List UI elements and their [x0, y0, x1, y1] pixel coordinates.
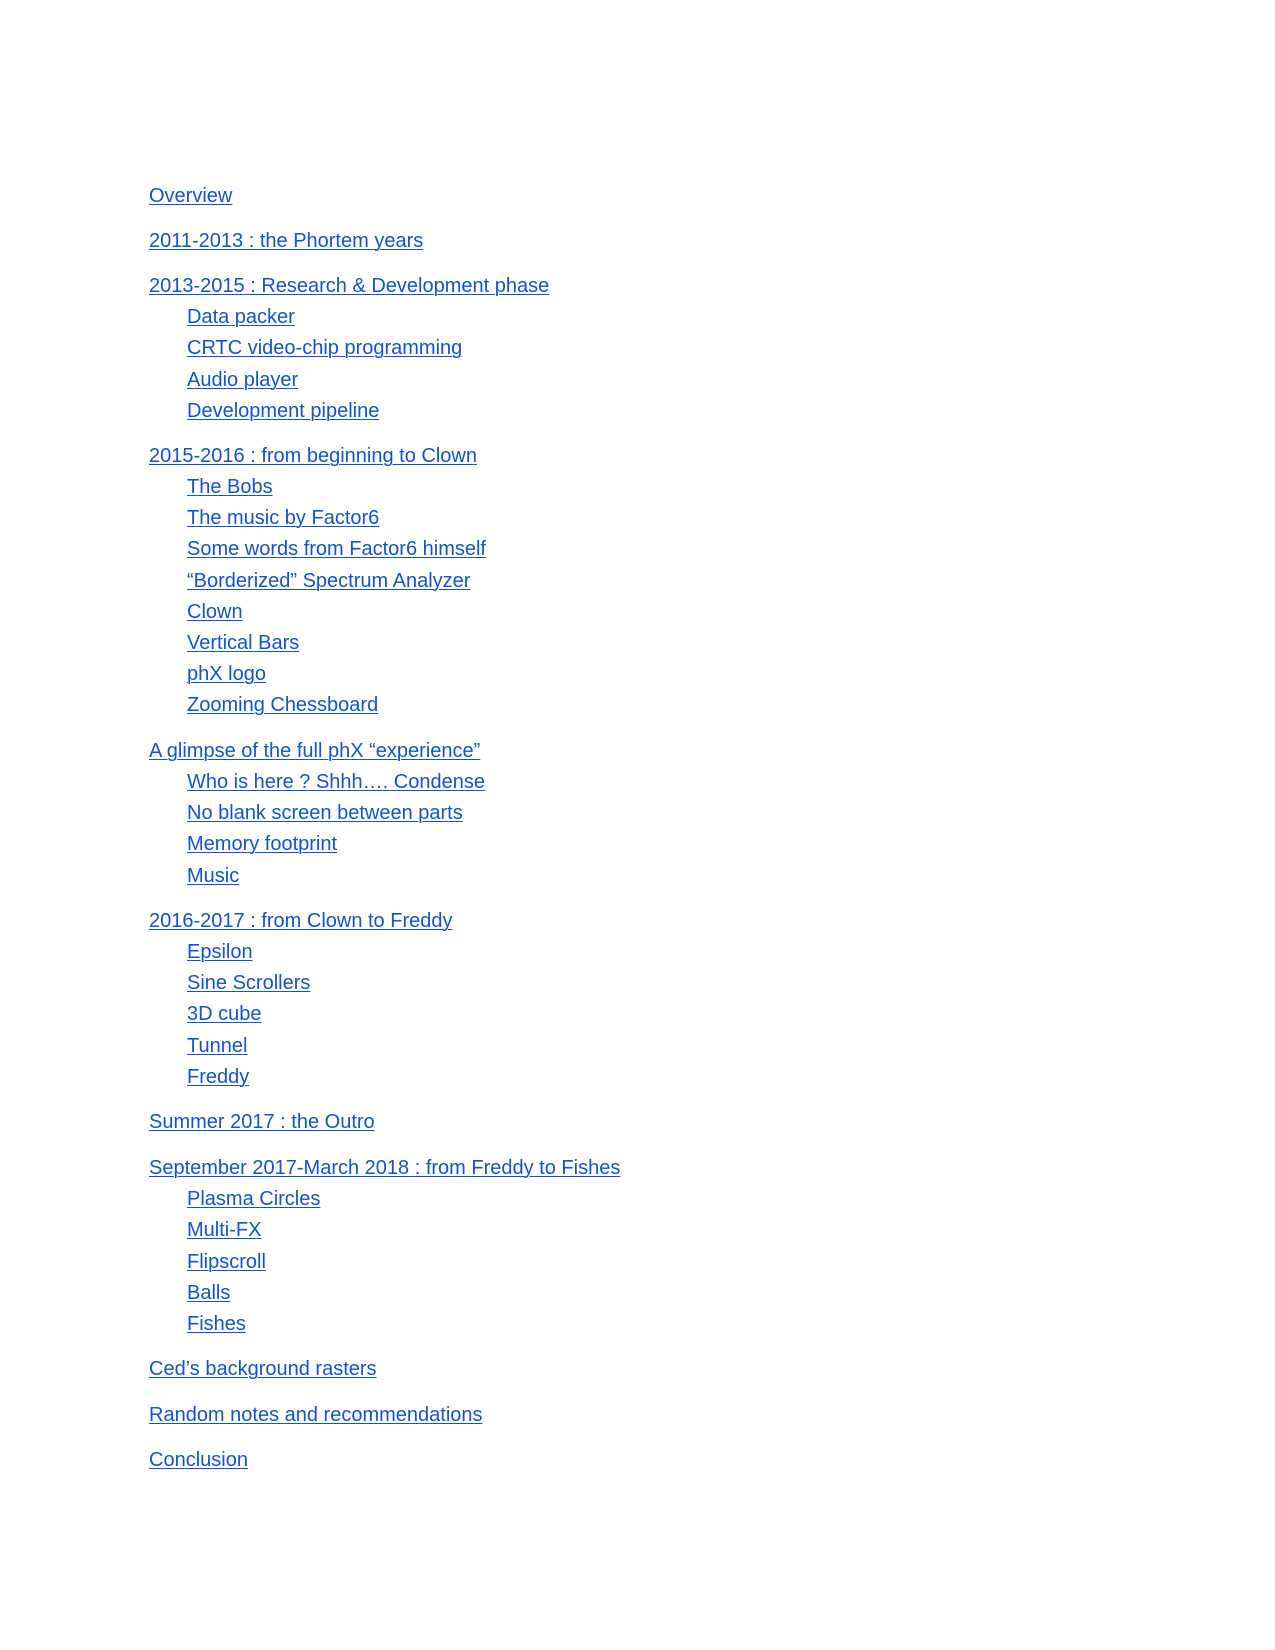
- toc-link-balls[interactable]: Balls: [187, 1282, 231, 1304]
- toc-link-crtc-programming[interactable]: CRTC video-chip programming: [187, 337, 463, 359]
- toc-link-zooming-chessboard[interactable]: Zooming Chessboard: [187, 694, 379, 716]
- toc-link-sine-scrollers[interactable]: Sine Scrollers: [187, 972, 311, 994]
- toc-link-data-packer[interactable]: Data packer: [187, 306, 295, 328]
- toc-link-tunnel[interactable]: Tunnel: [187, 1035, 248, 1057]
- toc-link-clown[interactable]: Clown: [187, 601, 243, 623]
- toc-link-clown-to-freddy[interactable]: 2016-2017 : from Clown to Freddy: [149, 910, 453, 932]
- toc-link-no-blank-screen[interactable]: No blank screen between parts: [187, 802, 463, 824]
- toc-link-phx-logo[interactable]: phX logo: [187, 663, 266, 685]
- toc-link-audio-player[interactable]: Audio player: [187, 369, 299, 391]
- toc-link-epsilon[interactable]: Epsilon: [187, 941, 253, 963]
- toc-link-development-pipeline[interactable]: Development pipeline: [187, 400, 380, 422]
- toc-link-freddy-to-fishes[interactable]: September 2017-March 2018 : from Freddy to Fishes: [149, 1157, 621, 1179]
- toc-link-phortem-years[interactable]: 2011-2013 : the Phortem years: [149, 230, 424, 252]
- toc-link-music[interactable]: Music: [187, 865, 240, 887]
- toc-link-flipscroll[interactable]: Flipscroll: [187, 1251, 266, 1273]
- toc-link-background-rasters[interactable]: Ced’s background rasters: [149, 1358, 377, 1380]
- toc-link-beginning-to-clown[interactable]: 2015-2016 : from beginning to Clown: [149, 445, 477, 467]
- toc-link-random-notes[interactable]: Random notes and recommendations: [149, 1404, 483, 1426]
- toc-link-memory-footprint[interactable]: Memory footprint: [187, 833, 338, 855]
- toc-link-vertical-bars[interactable]: Vertical Bars: [187, 632, 300, 654]
- toc-link-condense[interactable]: Who is here ? Shhh…. Condense: [187, 771, 485, 793]
- toc-link-multi-fx[interactable]: Multi-FX: [187, 1219, 262, 1241]
- toc-link-phx-experience[interactable]: A glimpse of the full phX “experience”: [149, 740, 481, 762]
- toc-link-3d-cube[interactable]: 3D cube: [187, 1003, 262, 1025]
- toc-link-music-by-factor6[interactable]: The music by Factor6: [187, 507, 380, 529]
- toc-link-research-development[interactable]: 2013-2015 : Research & Development phase: [149, 275, 550, 297]
- toc-link-spectrum-analyzer[interactable]: “Borderized” Spectrum Analyzer: [187, 570, 471, 592]
- toc-link-words-from-factor6[interactable]: Some words from Factor6 himself: [187, 538, 486, 560]
- toc-link-conclusion[interactable]: Conclusion: [149, 1449, 248, 1471]
- toc-link-freddy[interactable]: Freddy: [187, 1066, 250, 1088]
- toc-link-overview[interactable]: Overview: [149, 185, 233, 207]
- toc-link-plasma-circles[interactable]: Plasma Circles: [187, 1188, 321, 1210]
- toc-link-outro[interactable]: Summer 2017 : the Outro: [149, 1111, 375, 1133]
- toc-link-fishes[interactable]: Fishes: [187, 1313, 246, 1335]
- toc-link-the-bobs[interactable]: The Bobs: [187, 476, 273, 498]
